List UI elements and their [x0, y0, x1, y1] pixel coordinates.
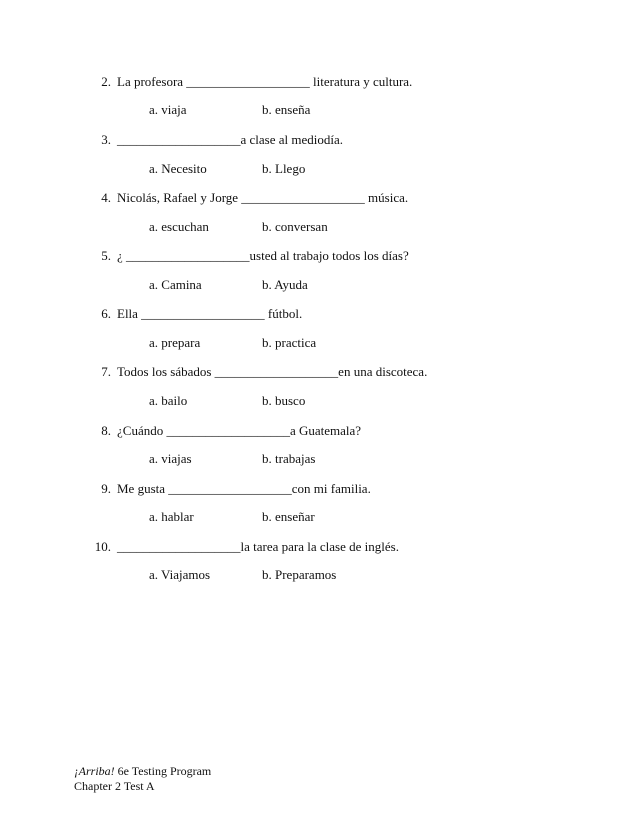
- question-10: [0, 538, 638, 556]
- option-a: a. Viajamos: [149, 567, 211, 582]
- option-a: a. bailo: [149, 393, 188, 408]
- option-b: b. Ayuda: [262, 277, 308, 292]
- question-7-options: [0, 392, 638, 410]
- question-number: 9.: [101, 481, 111, 496]
- option-b: b. busco: [262, 393, 306, 408]
- option-a: a. escuchan: [149, 219, 209, 234]
- question-number: 2.: [101, 74, 111, 89]
- option-b: b. enseñar: [262, 509, 315, 524]
- option-b: b. enseña: [262, 102, 311, 117]
- footer-line-1: [74, 764, 211, 779]
- option-a: a. prepara: [149, 335, 201, 350]
- question-8: [0, 422, 638, 440]
- question-5: [0, 247, 638, 265]
- footer-book-title: ¡Arriba!: [74, 764, 115, 778]
- footer-line-2: Chapter 2 Test A: [74, 779, 155, 793]
- footer-program: 6e Testing Program: [114, 764, 212, 778]
- option-b: b. trabajas: [262, 451, 316, 466]
- question-3: [0, 131, 638, 149]
- question-stem: ¿ ___________________usted al trabajo todos los días?: [117, 248, 409, 263]
- option-a: a. Necesito: [149, 161, 207, 176]
- question-8-options: [0, 450, 638, 468]
- option-b: b. practica: [262, 335, 317, 350]
- question-number: 8.: [101, 423, 111, 438]
- question-5-options: [0, 276, 638, 294]
- question-2-options: [0, 101, 638, 119]
- option-b: b. conversan: [262, 219, 328, 234]
- question-stem: La profesora ___________________ literatura y cultura.: [117, 74, 413, 89]
- question-6-options: [0, 334, 638, 352]
- question-stem: Me gusta ___________________con mi familia.: [117, 481, 371, 496]
- question-number: 7.: [101, 364, 111, 379]
- question-number: 4.: [101, 190, 111, 205]
- option-a: a. viaja: [149, 102, 187, 117]
- question-stem: Todos los sábados ___________________en una discoteca.: [117, 364, 428, 379]
- question-stem: ___________________a clase al mediodía.: [117, 132, 344, 147]
- question-7: [0, 363, 638, 381]
- question-3-options: [0, 160, 638, 178]
- question-6: [0, 305, 638, 323]
- question-stem: Ella ___________________ fútbol.: [117, 306, 303, 321]
- question-number: 3.: [101, 132, 111, 147]
- question-2: [0, 73, 638, 91]
- option-b: b. Llego: [262, 161, 306, 176]
- option-a: a. hablar: [149, 509, 194, 524]
- question-10-options: [0, 566, 638, 584]
- option-a: a. viajas: [149, 451, 192, 466]
- question-stem: Nicolás, Rafael y Jorge ___________________ música.: [117, 190, 409, 205]
- question-stem: ¿Cuándo ___________________a Guatemala?: [117, 423, 362, 438]
- page-footer: [74, 764, 211, 794]
- option-b: b. Preparamos: [262, 567, 337, 582]
- question-9-options: [0, 508, 638, 526]
- question-number: 5.: [101, 248, 111, 263]
- question-4: [0, 189, 638, 207]
- question-stem: ___________________la tarea para la clase de inglés.: [117, 539, 399, 554]
- question-number: 10.: [94, 539, 111, 554]
- question-9: [0, 480, 638, 498]
- question-number: 6.: [101, 306, 111, 321]
- option-a: a. Camina: [149, 277, 202, 292]
- question-4-options: [0, 218, 638, 236]
